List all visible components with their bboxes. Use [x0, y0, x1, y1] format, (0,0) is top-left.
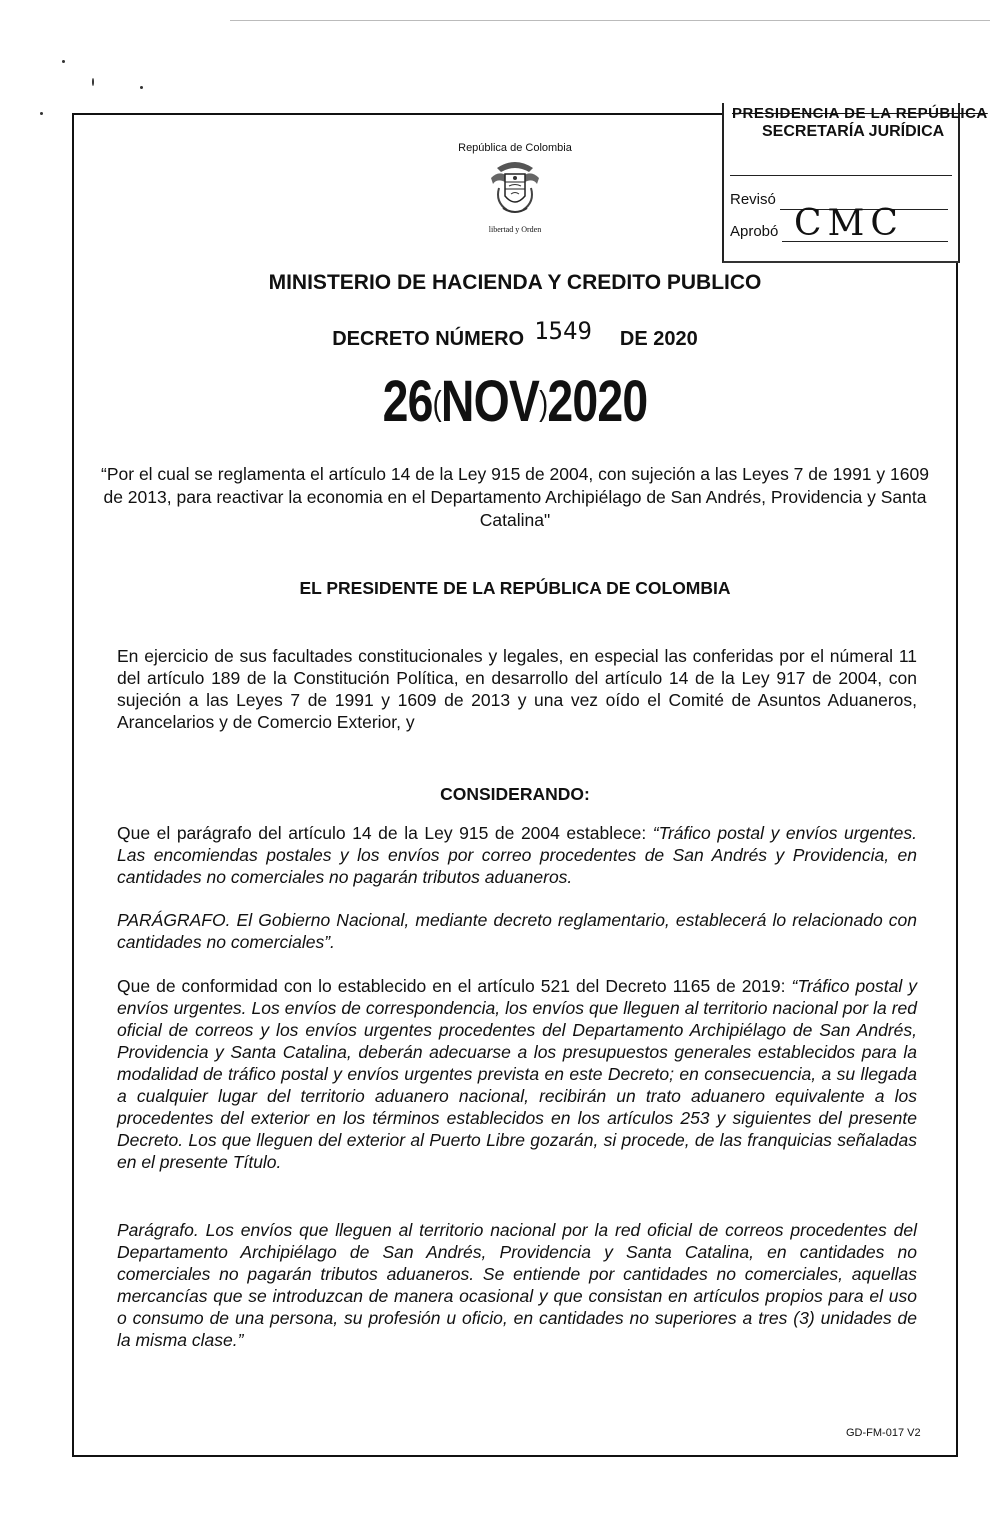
republic-header [430, 142, 600, 234]
considerando-heading: CONSIDERANDO: [440, 784, 590, 804]
scan-speck [92, 78, 94, 86]
date-year: 2020 [547, 369, 648, 434]
decree-date-stamp [161, 368, 870, 435]
date-month: NOV [440, 369, 540, 434]
preamble-paragraph: En ejercicio de sus facultades constitucionales y legales, en especial las conferidas por el númeral 11 del artículo 189 de la Constitución Política, en desarrollo del artículo 14 de la Ley 917 de 2004, con sujeción a las Leyes 7 de 1991 y 1609 de 2013 y una vez oído el Comité de Asuntos Aduaneros, Arancelarios y de Comercio Exterior, y [117, 646, 917, 732]
stamp-reviewed-label: Revisó [730, 191, 776, 208]
decree-label: DECRETO NÚMERO [332, 328, 525, 350]
stamp-divider [730, 175, 952, 176]
approval-stamp [722, 103, 988, 263]
decree-year: DE 2020 [619, 328, 698, 350]
legal-quote: “Tráfico postal y envíos urgentes. Las encomiendas postales y los envíos por correo procedentes de San Andrés y Providencia, en cantidades no comerciales no pagarán tributos aduaneros. [117, 823, 917, 887]
ministry-title: MINISTERIO DE HACIENDA Y CREDITO PUBLICO [268, 271, 762, 294]
paragraph-intro: Que de conformidad con lo establecido en el artículo 521 del Decreto 1165 de 2019: [117, 976, 792, 996]
date-day: 26 [382, 369, 433, 434]
paragraph-clause: PARÁGRAFO. El Gobierno Nacional, mediante decreto reglamentario, establecerá lo relacionado con cantidades no comerciales”. [117, 910, 917, 952]
stamp-department: SECRETARÍA JURÍDICA [762, 123, 945, 140]
national-motto: libertad y Orden [488, 225, 542, 234]
stamp-office: PRESIDENCIA DE LA REPÚBLICA [732, 105, 988, 122]
decree-number: 1549 [534, 317, 592, 345]
scan-speck [40, 112, 43, 115]
scan-artifact-line [230, 20, 990, 21]
scan-speck [62, 60, 65, 63]
whereas-paragraph-2 [117, 975, 917, 1173]
coat-of-arms-icon [485, 158, 545, 218]
decree-heading [72, 317, 958, 351]
paragraph-intro: Que el parágrafo del artículo 14 de la Ley 915 de 2004 establece: [117, 823, 653, 843]
country-name: República de Colombia [458, 142, 572, 154]
scan-speck [140, 86, 143, 89]
handwritten-initials: CMC [794, 203, 904, 244]
stamp-approved-label: Aprobó [730, 223, 779, 240]
legal-quote: “Tráfico postal y envíos urgentes. Los envíos de correspondencia, los envíos que lleguen al territorio nacional por la red oficial de correos y los envíos urgentes procedentes del Departamento Archipiélago de San Andrés, Providencia y Santa Catalina, deberán adecuarse a los presupuestos generales establecidos para la modalidad de tráfico postal y envíos urgentes prevista en este Decreto; en consecuencia, a su llegada a cualquier lugar del territorio aduanero nacional, recibirán un trato aduanero equivalente a los procedentes del exterior en los términos establecidos en los artículos 253 y siguientes del presente Decreto. Los que lleguen del exterior al Puerto Libre gozarán, si procede, de las franquicias señaladas en el presente Título. [117, 976, 917, 1172]
form-code: GD-FM-017 V2 [846, 1427, 921, 1439]
decree-subject: “Por el cual se reglamenta el artículo 14 de la Ley 915 de 2004, con sujeción a las Leyes 7 de 1991 y 1609 de 2013, para reactivar la economia en el Departamento Archipiélago de San Andrés, Providencia y Santa Catalina" [101, 464, 929, 530]
whereas-paragraph-1 [117, 822, 917, 888]
date-separator: ( [432, 385, 441, 423]
date-separator: ) [539, 385, 548, 423]
issuer-title: EL PRESIDENTE DE LA REPÚBLICA DE COLOMBIA [299, 578, 731, 598]
paragraph-clause-2: Parágrafo. Los envíos que lleguen al territorio nacional por la red oficial de correos procedentes del Departamento Archipiélago de San Andrés, Providencia y Santa Catalina, en cantidades no comerciales no pagarán tributos aduaneros. Se entiende por cantidades no comerciales, aquellas mercancías que se introduzcan de manera ocasional y que consistan en artículos propios para el uso o consumo de una persona, su profesión u oficio, en cantidades no superiores a tres (3) unidades de la misma clase.” [117, 1220, 917, 1350]
